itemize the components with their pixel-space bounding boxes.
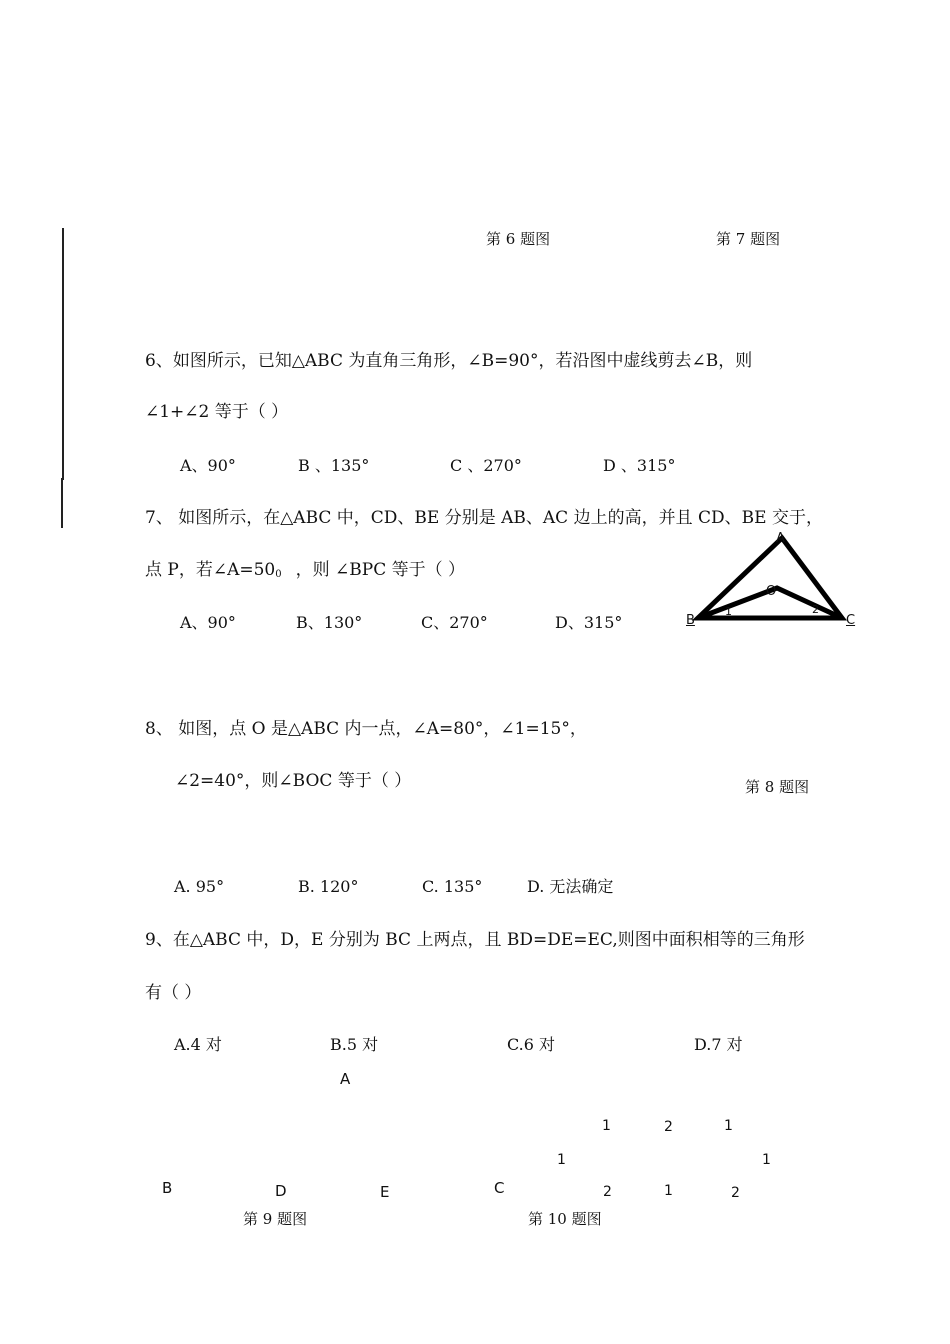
margin-rule [62,228,64,480]
q8-option-a: A. 95° [174,877,225,896]
q6-option-c: C 、270° [450,456,522,475]
q9-option-b: B.5 对 [330,1035,379,1054]
fig9-label-b: B [162,1179,173,1197]
fig9-label-d: D [275,1182,287,1200]
fig8-label-c: C [846,613,856,628]
caption-fig9: 第 9 题图 [243,1210,308,1228]
fig10-label: 1 [724,1118,733,1134]
question-6-line1: 6、如图所示，已知△ABC 为直角三角形，∠B=90°，若沿图中虚线剪去∠B，则 [145,351,753,371]
q7-option-c: C、270° [421,613,488,632]
q9-option-a: A.4 对 [174,1035,222,1054]
question-6-line2: ∠1+∠2 等于（ ） [145,402,289,422]
caption-fig7: 第 7 题图 [716,230,781,248]
q9-option-c: C.6 对 [507,1035,556,1054]
q8-option-d: D. 无法确定 [527,877,614,896]
q6-option-d: D 、315° [603,456,676,475]
caption-fig10: 第 10 题图 [528,1210,602,1228]
q7-option-a: A、90° [180,613,236,632]
question-8-line2: ∠2=40°，则∠BOC 等于（ ） [175,771,412,791]
fig8-label-1: 1 [725,605,732,618]
fig8-label-2: 2 [812,603,819,616]
fig10-label: 1 [762,1152,771,1168]
fig8-label-b: B [686,613,695,628]
figure-8-triangle [680,530,860,630]
question-9-line2: 有（ ） [145,983,202,1003]
caption-fig8: 第 8 题图 [745,778,810,796]
q8-option-b: B. 120° [298,877,359,896]
fig9-label-a: A [340,1070,351,1088]
fig10-label: 2 [731,1185,740,1201]
margin-rule-lower [61,478,63,528]
question-7-line2 [145,560,465,585]
fig10-label: 1 [557,1152,566,1168]
q6-option-a: A、90° [180,456,236,475]
q6-option-b: B 、135° [298,456,370,475]
question-8-line1: 8、 如图，点 O 是△ABC 内一点，∠A=80°，∠1=15°， [145,719,587,739]
fig10-label: 1 [602,1118,611,1134]
fig9-label-e: E [380,1183,390,1201]
q7-line2-post: ，则 ∠BPC 等于（ ） [295,560,466,580]
fig8-label-o: O [766,584,777,599]
q7-line2-degree: 0 [275,569,282,580]
fig10-label: 2 [664,1119,673,1135]
fig9-label-c: C [494,1179,505,1197]
caption-fig6: 第 6 题图 [486,230,551,248]
q7-line2-pre: 点 P，若∠A=50 [145,560,276,580]
fig10-label: 1 [664,1183,673,1199]
q7-option-d: D、315° [555,613,623,632]
fig10-label: 2 [603,1184,612,1200]
question-9-line1: 9、在△ABC 中，D，E 分别为 BC 上两点，且 BD=DE=EC,则图中面积相等的三角形 [145,930,805,950]
q8-option-c: C. 135° [422,877,483,896]
q9-option-d: D.7 对 [694,1035,743,1054]
q7-option-b: B、130° [296,613,363,632]
fig8-label-a: A [776,531,785,546]
question-7-line1: 7、 如图所示，在△ABC 中，CD、BE 分别是 AB、AC 边上的高，并且 CD、BE 交于， [145,508,823,528]
